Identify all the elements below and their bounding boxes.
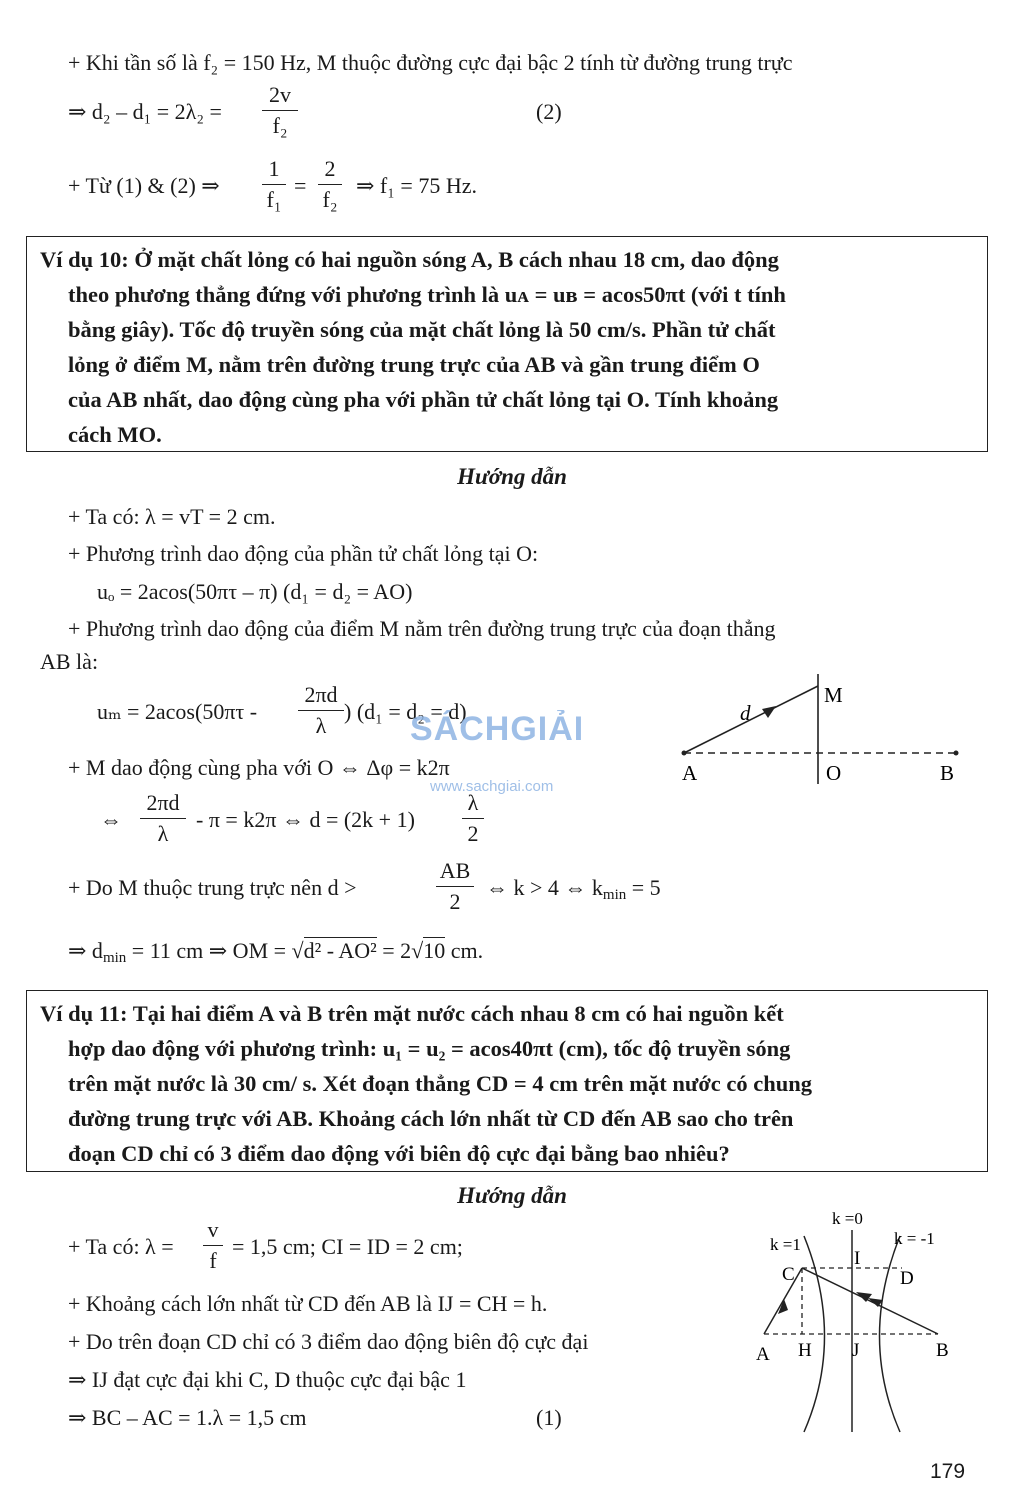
fraction <box>262 82 298 139</box>
equation-line: + Từ (1) & (2) ⇒ <box>68 173 220 198</box>
example-11-line: trên mặt nước là 30 cm/ s. Xét đoạn thẳng CD = 4 cm trên mặt nước có chung <box>68 1071 813 1096</box>
fraction-denominator: λ <box>315 713 327 738</box>
figure-hyperbola-maxima <box>740 1200 980 1440</box>
watermark-logo: SÁCHGIẢI <box>410 710 585 748</box>
fraction <box>140 790 186 847</box>
fraction <box>203 1217 223 1274</box>
text-line: + Phương trình dao động của phần tử chất lỏng tại O: <box>68 541 539 566</box>
example-11-line: đoạn CD chỉ có 3 điểm dao động với biên độ cực đại bằng bao nhiêu? <box>68 1141 730 1166</box>
equation-line: ) (d₁ = d₂ = d) <box>344 699 467 724</box>
equation-line: = 1,5 cm; CI = ID = 2 cm; <box>232 1234 463 1259</box>
equation-tag: (1) <box>536 1405 562 1430</box>
example-10-line: lỏng ở điểm M, nằm trên đường trung trực của AB và gần trung điểm O <box>68 352 760 377</box>
example-10-line: theo phương thẳng đứng với phương trình là uᴀ = uʙ = acos50πt (với t tính <box>68 282 786 307</box>
example-11-line: Ví dụ 11: Tại hai điểm A và B trên mặt nước cách nhau 8 cm có hai nguồn kết <box>40 1001 784 1026</box>
fraction-denominator: λ <box>157 821 169 846</box>
fraction <box>462 790 484 847</box>
equation-text: ⇒ d <box>68 938 103 963</box>
segment-am <box>684 686 818 753</box>
solution-heading: Hướng dẫn <box>457 464 567 489</box>
equation-line: - π = k2π ⇔ d = (2k + 1) <box>196 807 415 832</box>
fraction-numerator: 2 <box>324 156 336 181</box>
equation-text: ⇔ k > 4 ⇔ k <box>486 875 603 900</box>
text-line: ⇒ IJ đạt cực đại khi C, D thuộc cực đại bậc 1 <box>68 1367 467 1392</box>
text-line: + M dao động cùng pha với O ⇔ Δφ = k2π <box>68 755 450 780</box>
fraction-denominator: f₂ <box>322 187 338 212</box>
watermark-url: www.sachgiai.com <box>430 778 554 795</box>
label-m: M <box>824 683 843 707</box>
label-a: A <box>682 761 698 785</box>
example-11-line: đường trung trực với AB. Khoảng cách lớn nhất từ CD đến AB sao cho trên <box>68 1106 794 1131</box>
label-d: d <box>740 701 751 725</box>
fraction-numerator: λ <box>467 790 479 815</box>
example-11-line: hợp dao động với phương trình: u₁ = u₂ = acos40πt (cm), tốc độ truyền sóng <box>68 1036 791 1061</box>
equation-line: ⇒ f₁ = 75 Hz. <box>356 173 477 198</box>
label-k1: k =1 <box>770 1235 801 1254</box>
figure-ab-perpendicular-bisector <box>670 666 970 791</box>
label-b: B <box>936 1340 949 1361</box>
equation-line: ⇔ <box>100 807 122 832</box>
equation-line: uₘ = 2acos(50πτ - <box>97 699 258 724</box>
fraction-denominator: f <box>209 1248 217 1273</box>
label-km1: k = -1 <box>894 1229 935 1248</box>
fraction-denominator: 2 <box>449 889 461 914</box>
label-o: O <box>826 761 842 785</box>
sqrt-symbol: √ <box>291 938 304 963</box>
point-b-dot <box>954 751 959 756</box>
text-line: + Do trên đoạn CD chỉ có 3 điểm dao động biên độ cực đại <box>68 1329 589 1354</box>
label-j: J <box>852 1340 860 1361</box>
fraction <box>436 858 474 915</box>
fraction <box>318 156 342 213</box>
text-line: + Phương trình dao động của điểm M nằm trên đường trung trực của đoạn thẳng <box>68 616 776 641</box>
equation-text: = 2 <box>376 938 412 963</box>
example-10-line: của AB nhất, dao động cùng pha với phần tử chất lỏng tại O. Tính khoảng <box>68 387 779 412</box>
equation-text: = 11 cm ⇒ OM = <box>126 938 292 963</box>
fraction-numerator: 1 <box>268 156 280 181</box>
page-number: 179 <box>930 1460 966 1483</box>
fraction-numerator: 2v <box>269 82 291 107</box>
subscript: min <box>602 887 627 903</box>
label-k0: k =0 <box>832 1209 863 1228</box>
arrow-head <box>762 706 776 718</box>
equation-text: cm. <box>445 938 484 963</box>
equation-line: ⇒ d₂ – d₁ = 2λ₂ = <box>68 99 222 124</box>
radicand: 10 <box>423 938 446 963</box>
equals-sign: = <box>294 173 307 198</box>
text-line: + Khoảng cách lớn nhất từ CD đến AB là IJ = CH = h. <box>68 1291 548 1316</box>
label-d: D <box>900 1268 914 1289</box>
fraction-numerator: v <box>207 1217 219 1242</box>
subscript: min <box>102 950 127 966</box>
fraction-denominator: f₂ <box>272 113 288 138</box>
example-10-line: cách MO. <box>68 422 162 447</box>
label-a: A <box>756 1344 770 1365</box>
equation-line: + Do M thuộc trung trực nên d > <box>68 875 357 900</box>
sqrt-symbol: √ <box>411 938 424 963</box>
radicand: d² - AO² <box>303 938 377 963</box>
solution-heading: Hướng dẫn <box>457 1183 567 1208</box>
equation-line <box>68 937 483 972</box>
equation-tag: (2) <box>536 99 562 124</box>
text-line: AB là: <box>40 649 99 674</box>
fraction-numerator: AB <box>439 858 471 883</box>
label-b: B <box>940 761 955 785</box>
fraction-denominator: 2 <box>467 821 479 846</box>
fraction <box>298 682 344 739</box>
example-10-line: Ví dụ 10: Ở mặt chất lỏng có hai nguồn sóng A, B cách nhau 18 cm, dao động <box>40 247 779 272</box>
equation-text: = 5 <box>626 875 661 900</box>
text-line: ⇒ BC – AC = 1.λ = 1,5 cm <box>68 1405 307 1430</box>
equation-line: + Ta có: λ = <box>68 1234 174 1259</box>
fraction-numerator: 2πd <box>146 790 180 815</box>
fraction-denominator: f₁ <box>266 187 282 212</box>
label-c: C <box>782 1264 795 1285</box>
text-line: + Ta có: λ = vT = 2 cm. <box>68 504 276 529</box>
label-h: H <box>798 1340 812 1361</box>
equation-line <box>486 874 661 909</box>
fraction <box>262 156 286 213</box>
fraction-numerator: 2πd <box>304 682 338 707</box>
text-line: + Khi tần số là f₂ = 150 Hz, M thuộc đường cực đại bậc 2 tính từ đường trung trực <box>68 50 793 75</box>
equation-line: uₒ = 2acos(50πτ – π) (d₁ = d₂ = AO) <box>97 579 413 604</box>
example-10-line: bằng giây). Tốc độ truyền sóng của mặt chất lỏng là 50 cm/s. Phần tử chất <box>68 317 776 342</box>
label-i: I <box>854 1248 861 1269</box>
